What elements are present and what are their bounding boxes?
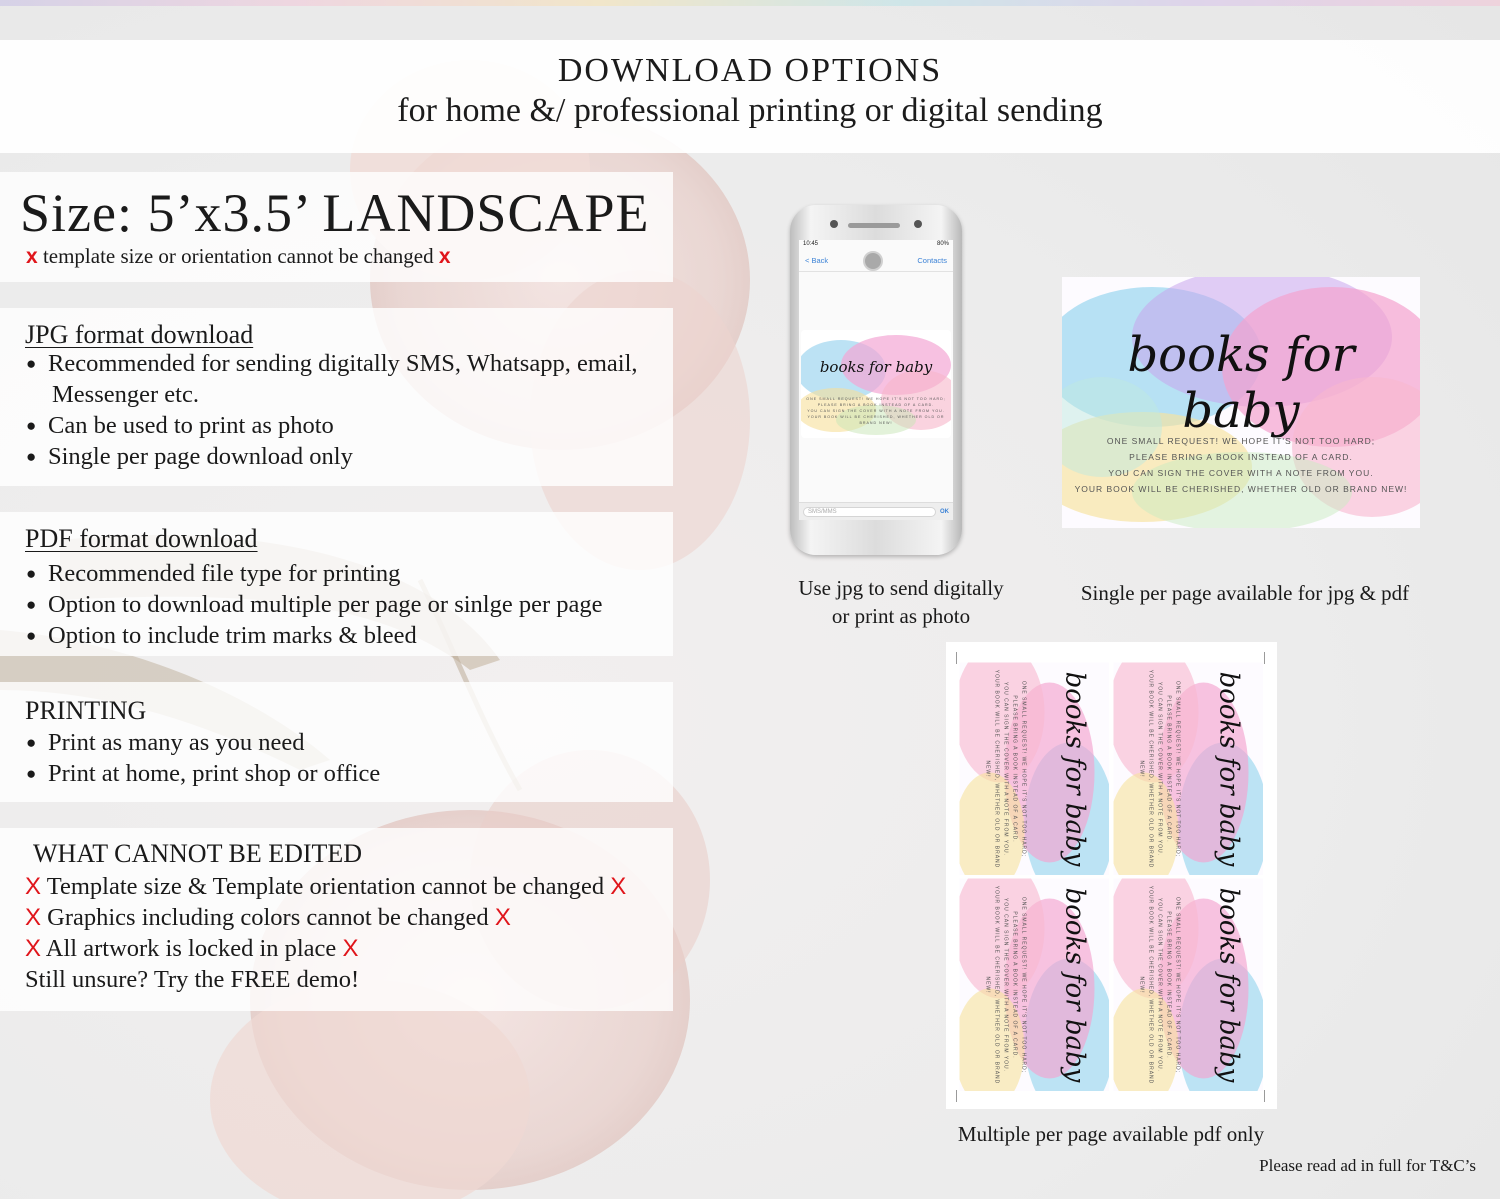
trim-mark [956, 1090, 957, 1102]
printing-bullet-list [26, 727, 380, 789]
bullet-icon: ● [26, 764, 37, 783]
card-text: ONE SMALL REQUEST! WE HOPE IT'S NOT TOO HARD; PLEASE BRING A BOOK INSTEAD OF A CARD. YOU CAN SIGN THE COVER WITH A NOTE FROM YOU. YOUR BOOK WILL BE CHERISHED, WHETHER OLD OR BRAND NEW! [806, 397, 946, 425]
list-item: ● Option to include trim marks & bleed [26, 622, 417, 649]
mini-card [959, 662, 1109, 875]
jpg-heading: JPG format download [25, 320, 254, 349]
phone-nav-bar [799, 250, 953, 272]
list-item: ● Print as many as you need [26, 729, 305, 756]
x-mark-icon: X [342, 935, 359, 962]
header-band [0, 40, 1500, 153]
bullet-icon: ● [26, 354, 37, 373]
speaker-grille [848, 223, 900, 228]
bullet-icon: ● [26, 733, 37, 752]
bullet-icon: ● [26, 564, 37, 583]
card-title: books for baby [1127, 327, 1355, 439]
card-text: ONE SMALL REQUEST! WE HOPE IT'S NOT TOO HARD; PLEASE BRING A BOOK INSTEAD OF A CARD. YOU CAN SIGN THE COVER WITH A NOTE FROM YOU. YOUR BOOK WILL BE CHERISHED, WHETHER OLD OR BRAND NEW! [1074, 436, 1408, 494]
mini-card [1113, 662, 1263, 875]
multiple-caption: Multiple per page available pdf only [957, 1122, 1265, 1146]
x-mark-icon: X [25, 873, 42, 900]
card-text: ONE SMALL REQUEST! WE HOPE IT'S NOT TOO HARD; PLEASE BRING A BOOK INSTEAD OF A CARD. YOU CAN SIGN THE COVER WITH A NOTE FROM YOU. YOUR BOOK WILL BE CHERISHED, WHETHER OLD OR BRAND NEW! [1138, 669, 1180, 868]
bullet-icon: ● [26, 416, 37, 435]
x-mark-icon: X [610, 873, 627, 900]
list-item: X Template size & Template orientation cannot be changed X [25, 873, 627, 900]
card-text: ONE SMALL REQUEST! WE HOPE IT'S NOT TOO HARD; PLEASE BRING A BOOK INSTEAD OF A CARD. YOU CAN SIGN THE COVER WITH A NOTE FROM YOU. YOUR BOOK WILL BE CHERISHED, WHETHER OLD OR BRAND NEW! [984, 885, 1026, 1084]
phone-card-preview [801, 330, 951, 438]
size-note [26, 244, 451, 269]
camera-icon [830, 220, 838, 228]
list-item: ● Option to download multiple per page or sinlge per page [26, 591, 603, 618]
trim-mark [1264, 1090, 1265, 1102]
list-item: Messenger etc. [52, 381, 199, 408]
phone-screen [799, 240, 953, 520]
message-bar [799, 502, 953, 520]
trim-mark [956, 652, 957, 664]
mini-card [1113, 878, 1263, 1091]
pdf-heading: PDF format download [25, 524, 258, 553]
size-note-text: template size or orientation cannot be changed [42, 244, 434, 268]
trim-mark [1264, 652, 1265, 664]
send-button[interactable]: OK [940, 508, 949, 515]
cannot-edit-list [25, 871, 626, 995]
avatar [863, 251, 883, 271]
cannot-edit-panel [0, 828, 673, 1011]
single-card-preview [1062, 277, 1420, 528]
printing-panel [0, 682, 673, 802]
bullet-icon: ● [26, 626, 37, 645]
card-title: books for baby [819, 358, 933, 376]
page-subtitle: for home &/ professional printing or digital sending [397, 92, 1103, 129]
size-panel [0, 172, 673, 282]
demo-prompt: Still unsure? Try the FREE demo! [25, 966, 360, 993]
cannot-edit-heading: WHAT CANNOT BE EDITED [33, 839, 363, 868]
list-item: X All artwork is locked in place X [25, 935, 359, 962]
x-mark-icon: x [438, 245, 451, 268]
contacts-link[interactable]: Contacts [917, 256, 947, 265]
top-color-strip [0, 0, 1500, 6]
card-title: books for baby [1213, 671, 1243, 866]
jpg-panel [0, 308, 673, 486]
terms-note: Please read ad in full for T&C’s [1259, 1156, 1476, 1175]
card-title: books for baby [1213, 887, 1243, 1082]
x-mark-icon: X [25, 935, 42, 962]
bullet-icon: ● [26, 595, 37, 614]
list-item: ● Single per page download only [26, 443, 353, 470]
back-link[interactable]: < Back [805, 256, 829, 265]
pdf-panel [0, 512, 673, 656]
jpg-bullet-list [26, 348, 638, 472]
list-item: ● Recommended file type for printing [26, 560, 401, 587]
card-text: ONE SMALL REQUEST! WE HOPE IT'S NOT TOO HARD; PLEASE BRING A BOOK INSTEAD OF A CARD. YOU CAN SIGN THE COVER WITH A NOTE FROM YOU. YOUR BOOK WILL BE CHERISHED, WHETHER OLD OR BRAND NEW! [984, 669, 1026, 868]
multi-card-sheet [946, 642, 1277, 1109]
card-title: books for baby [1059, 887, 1089, 1082]
phone-mockup [790, 205, 962, 555]
size-title: Size: 5’x3.5’ LANDSCAPE [20, 183, 650, 243]
list-item: ● Print at home, print shop or office [26, 760, 381, 787]
x-mark-icon: X [494, 904, 511, 931]
pdf-bullet-list [26, 558, 603, 651]
card-title: books for baby [1059, 671, 1089, 866]
single-caption: Single per page available for jpg & pdf [1080, 581, 1410, 605]
list-item: ● Recommended for sending digitally SMS, Whatsapp, email, [26, 350, 638, 377]
phone-caption: Use jpg to send digitally or print as photo [798, 576, 1004, 628]
sensor-icon [914, 220, 922, 228]
card-text: ONE SMALL REQUEST! WE HOPE IT'S NOT TOO HARD; PLEASE BRING A BOOK INSTEAD OF A CARD. YOU CAN SIGN THE COVER WITH A NOTE FROM YOU. YOUR BOOK WILL BE CHERISHED, WHETHER OLD OR BRAND NEW! [1138, 885, 1180, 1084]
message-input[interactable]: SMS/MMS [803, 507, 936, 517]
x-mark-icon: x [26, 245, 38, 268]
mini-card [959, 878, 1109, 1091]
phone-status-bar: 10:45 80% [803, 241, 949, 247]
list-item: X Graphics including colors cannot be changed X [25, 904, 511, 931]
x-mark-icon: X [25, 904, 42, 931]
printing-heading: PRINTING [25, 696, 147, 725]
bullet-icon: ● [26, 447, 37, 466]
page-title: DOWNLOAD OPTIONS [557, 52, 943, 89]
list-item: ● Can be used to print as photo [26, 412, 334, 439]
